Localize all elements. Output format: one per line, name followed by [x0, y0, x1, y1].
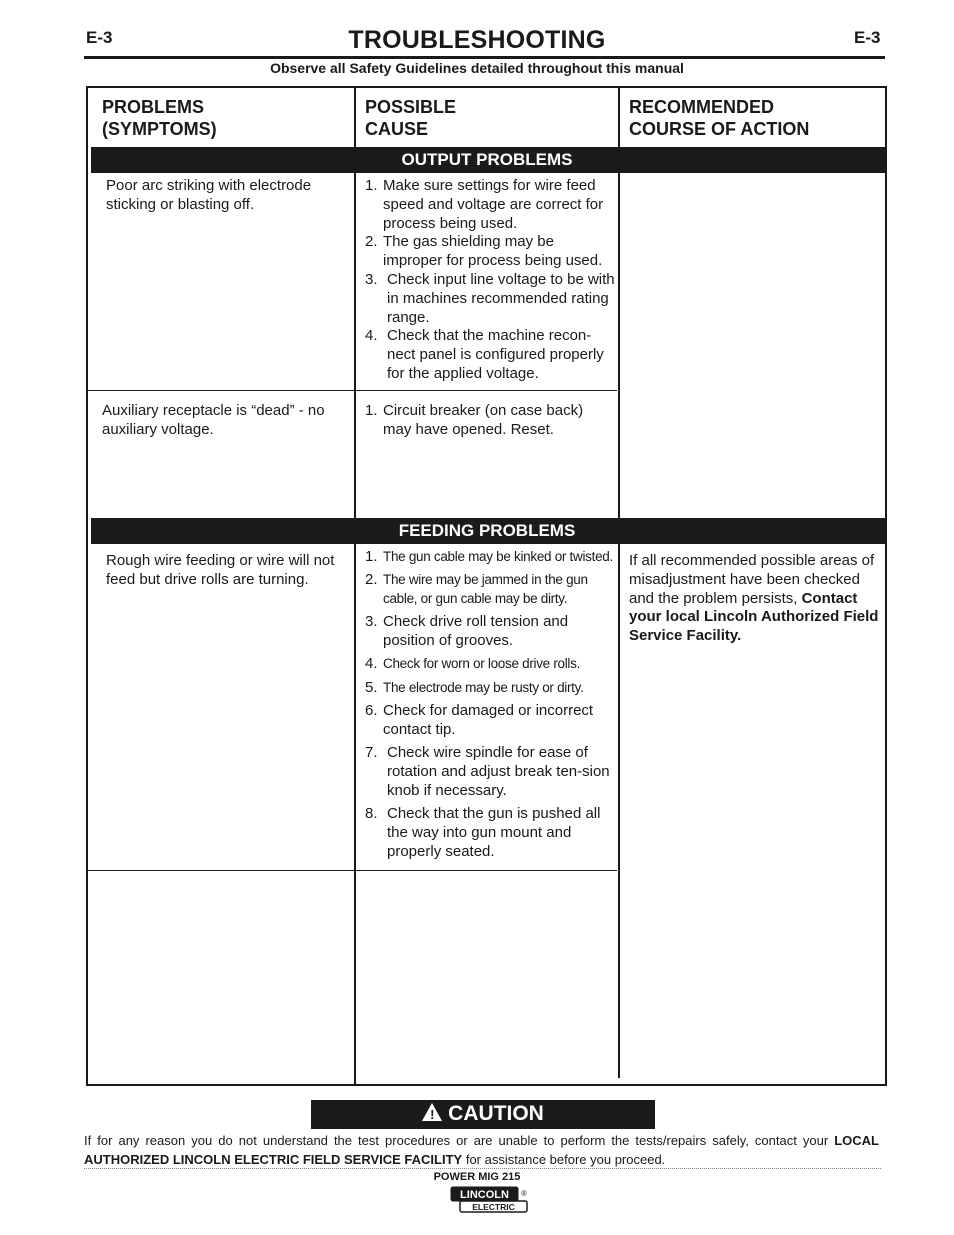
cause-list: [365, 547, 615, 739]
list-item: 4. Check that the machine recon-nect panel is configured properly for the applied voltage.: [365, 327, 604, 382]
cause-list: [365, 743, 615, 861]
list-item: 1. The gun cable may be kinked or twisted.: [365, 548, 613, 565]
column-header-action: RECOMMENDED COURSE OF ACTION: [629, 97, 810, 139]
cause-list: [365, 271, 615, 384]
row-divider: [88, 390, 617, 391]
footer-model: POWER MIG 215: [433, 1171, 521, 1183]
column-divider: [354, 86, 356, 1084]
recommended-action-cell: [629, 552, 879, 646]
problem-cell: Rough wire feeding or wire will not feed but drive rolls are turning.: [106, 552, 335, 588]
section-band-output: [91, 147, 885, 173]
caution-banner: [311, 1100, 655, 1129]
action-text: If all recommended possible areas of misadjustment have been checked and the problem persists,: [629, 552, 875, 607]
cause-cell: [365, 547, 615, 861]
problem-cell: Auxiliary receptacle is “dead” - no auxiliary voltage.: [102, 402, 325, 438]
lincoln-electric-logo: [450, 1186, 530, 1216]
list-item: 2. The wire may be jammed in the gun cable, or gun cable may be dirty.: [365, 571, 588, 606]
caution-label: CAUTION: [448, 1102, 544, 1125]
list-item: 2. The gas shielding may be improper for process being used.: [365, 233, 603, 270]
warning-triangle-icon: !: [422, 1103, 442, 1121]
cause-list: [365, 402, 610, 440]
list-item: 3. Check drive roll tension and position of grooves.: [365, 613, 569, 649]
footer-divider: [84, 1168, 881, 1169]
list-item: 1. Circuit breaker (on case back) may have opened. Reset.: [365, 402, 584, 438]
svg-text:LINCOLN: LINCOLN: [460, 1189, 509, 1201]
cause-cell: [365, 402, 610, 440]
safety-subtitle: Observe all Safety Guidelines detailed throughout this manual: [270, 60, 684, 76]
list-item: 3. Check input line voltage to be with in machines recommended rating range.: [365, 270, 615, 326]
action-contact: Contact your local Lincoln Authorized Field Service Facility.: [629, 589, 879, 645]
list-item: 4. Check for worn or loose drive rolls.: [365, 655, 581, 672]
section-band-feeding: [91, 518, 885, 544]
page-number-left: E-3: [86, 28, 113, 47]
column-header-cause: POSSIBLE CAUSE: [365, 97, 457, 139]
section-title: FEEDING PROBLEMS: [398, 521, 576, 540]
svg-text:®: ®: [521, 1189, 527, 1198]
column-header-problems: PROBLEMS (SYMPTOMS): [102, 97, 217, 139]
list-item: 5. The electrode may be rusty or dirty.: [365, 679, 584, 696]
list-item: 7. Check wire spindle for ease of rotation and adjust break ten-sion knob if necessary.: [365, 744, 610, 799]
section-title: OUTPUT PROBLEMS: [401, 150, 573, 169]
cause-list: [365, 177, 615, 271]
problem-cell: Poor arc striking with electrode sticking or blasting off.: [106, 177, 312, 213]
header-rule: [84, 56, 885, 59]
svg-text:ELECTRIC: ELECTRIC: [472, 1202, 515, 1212]
list-item: 8. Check that the gun is pushed all the way into gun mount and properly seated.: [365, 805, 601, 860]
caution-notice: If for any reason you do not understand the test procedures or are unable to perform the tests/repairs safely, contact your LOCAL AUTHORIZED LINCOLN ELECTRIC FIELD SERVICE FACILITY for assistance before you proceed.: [84, 1133, 879, 1167]
page-title: TROUBLESHOOTING: [348, 26, 606, 54]
list-item: 1. Make sure settings for wire feed speed and voltage are correct for process being used.: [365, 177, 604, 232]
row-divider: [88, 870, 617, 871]
column-divider: [618, 86, 620, 1078]
page-number-right: E-3: [854, 28, 881, 47]
cause-cell: [365, 177, 615, 384]
list-item: 6. Check for damaged or incorrect contact tip.: [365, 702, 594, 738]
